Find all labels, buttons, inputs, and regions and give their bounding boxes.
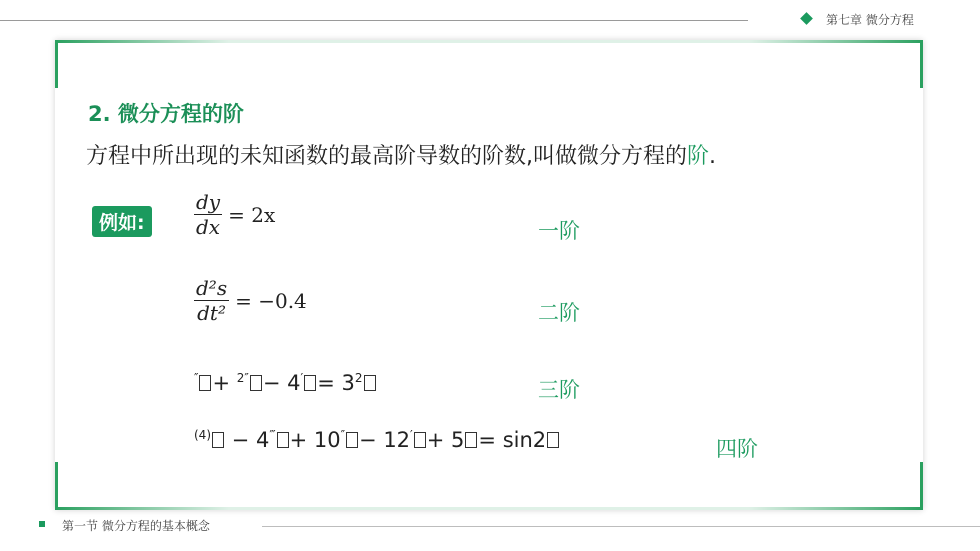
eq1-rhs: = 2x [228,202,276,227]
chapter-title: 第七章 微分方程 [826,13,914,27]
footer-rule [262,526,980,527]
eq1-fraction [194,190,222,239]
missing-glyph-icon [414,432,426,448]
missing-glyph-icon [277,432,289,448]
frame-corner-tr [920,40,923,88]
order-label-4: 四阶 [716,437,758,461]
equation-4: $^{(4)}$ − 4‴ + 10″ − 12′ + 5 = sin2 [194,428,560,452]
missing-glyph-icon [346,432,358,448]
eq2-denominator: dt² [197,301,226,325]
definition-main: 方程中所出现的未知函数的最高阶导数的阶数,叫做微分方程的 [86,144,687,169]
frame-corner-bl [55,462,58,510]
eq1-numerator: dy [196,190,221,214]
eq2-numerator: d²s [196,276,228,300]
order-label-1: 一阶 [538,219,580,243]
missing-glyph-icon [212,432,224,448]
eq1-denominator: dx [196,215,221,239]
eq2-fraction [194,276,229,325]
section-title: 2. 微分方程的阶 [88,102,244,126]
missing-glyph-icon [304,375,316,391]
equation-1 [194,190,275,239]
frame-corner-br [920,462,923,510]
definition-text [86,139,716,170]
header-rule [0,20,748,21]
missing-glyph-icon [364,375,376,391]
missing-glyph-icon [199,375,211,391]
definition-highlight: 阶 [687,144,710,169]
missing-glyph-icon [465,432,477,448]
frame-top-edge [55,40,923,43]
eq2-rhs: = −0.4 [235,288,307,313]
equation-3: $'' + ^{2''} - 4' = 3^2$ [194,371,377,395]
diamond-icon [800,12,813,25]
missing-glyph-icon [547,432,559,448]
equation-2 [194,276,307,325]
order-label-2: 二阶 [538,301,580,325]
footer-section-title: 第一节 微分方程的基本概念 [62,519,210,533]
order-label-3: 三阶 [538,378,580,402]
footer-square-icon [39,521,45,527]
example-badge: 例如: [92,206,152,237]
frame-corner-tl [55,40,58,88]
definition-period: . [709,144,717,169]
missing-glyph-icon [250,375,262,391]
frame-bottom-edge [55,507,923,510]
